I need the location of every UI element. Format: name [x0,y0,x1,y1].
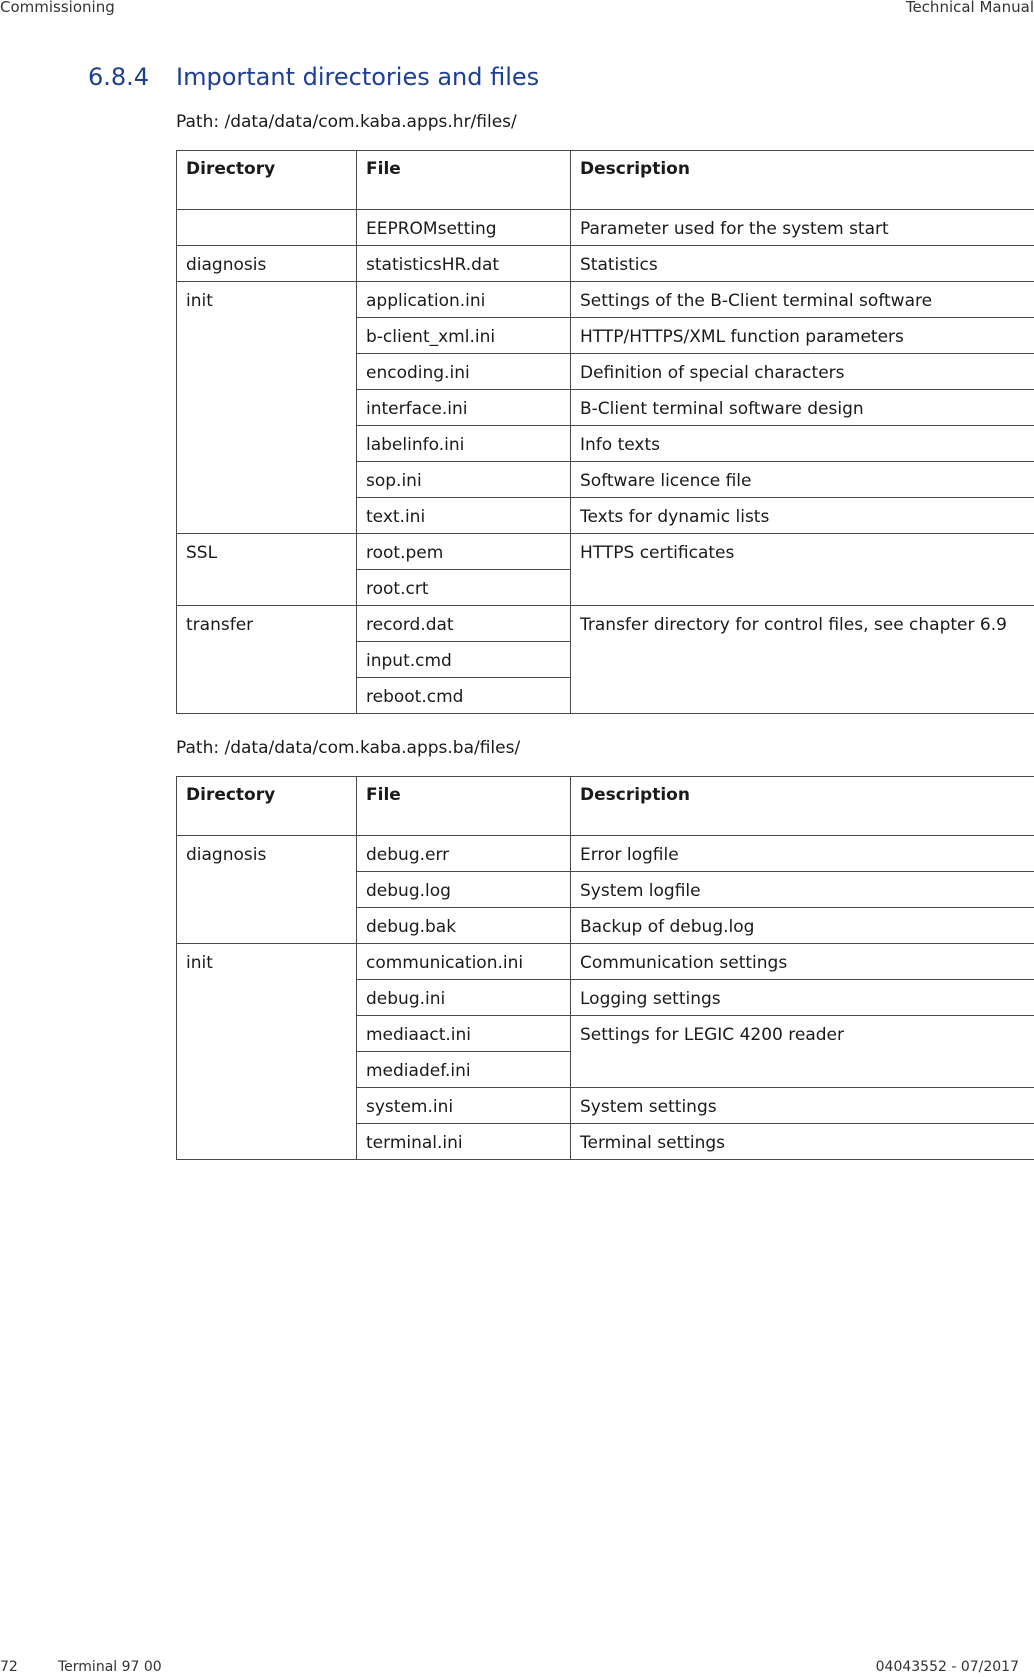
description-cell: B-Client terminal software design [571,390,1034,426]
column-header-description: Description [571,151,1034,210]
file-cell: debug.bak [357,908,571,944]
column-header-directory: Directory [177,151,357,210]
file-cell: communication.ini [357,944,571,980]
directory-cell: init [177,282,357,534]
file-cell: application.ini [357,282,571,318]
file-cell: statisticsHR.dat [357,246,571,282]
description-cell: Communication settings [571,944,1034,980]
table-row [177,246,1034,282]
file-cell: debug.err [357,836,571,872]
file-cell: b-client_xml.ini [357,318,571,354]
section-title: Important directories and files [176,63,540,91]
table-header-row [177,777,1034,836]
column-header-file: File [357,151,571,210]
description-cell: Error logfile [571,836,1034,872]
running-header [0,0,1034,20]
path-label-ba: Path: /data/data/com.kaba.apps.ba/files/ [176,738,521,758]
table-row [177,210,1034,246]
table-row [177,836,1034,872]
footer-doc-reference: 04043552 - 07/2017 [875,1659,1019,1675]
description-cell: Software licence file [571,462,1034,498]
file-cell: interface.ini [357,390,571,426]
directory-cell [177,210,357,246]
file-cell: encoding.ini [357,354,571,390]
description-cell: Settings of the B-Client terminal software [571,282,1034,318]
column-header-directory: Directory [177,777,357,836]
path-label-hr: Path: /data/data/com.kaba.apps.hr/files/ [176,112,517,132]
column-header-file: File [357,777,571,836]
description-cell: HTTP/HTTPS/XML function parameters [571,318,1034,354]
description-cell: System settings [571,1088,1034,1124]
table-header-row [177,151,1034,210]
table-row [177,606,1034,642]
file-cell: root.pem [357,534,571,570]
file-cell: labelinfo.ini [357,426,571,462]
description-cell: Logging settings [571,980,1034,1016]
file-cell: reboot.cmd [357,678,571,714]
description-cell: Info texts [571,426,1034,462]
description-cell: Statistics [571,246,1034,282]
description-cell: Transfer directory for control files, see chapter 6.9 [571,606,1034,714]
directory-cell: init [177,944,357,1160]
description-cell: Settings for LEGIC 4200 reader [571,1016,1034,1088]
page-number: 72 [0,1659,18,1675]
header-doc-type: Technical Manual [905,0,1034,16]
table-row [177,944,1034,980]
directory-cell: transfer [177,606,357,714]
description-cell: Backup of debug.log [571,908,1034,944]
header-chapter: Commissioning [0,0,115,16]
table-row [177,534,1034,570]
directory-cell: diagnosis [177,246,357,282]
description-cell: Parameter used for the system start [571,210,1034,246]
file-cell: EEPROMsetting [357,210,571,246]
description-cell: HTTPS certificates [571,534,1034,606]
description-cell: Terminal settings [571,1124,1034,1160]
file-cell: terminal.ini [357,1124,571,1160]
file-cell: input.cmd [357,642,571,678]
directory-cell: SSL [177,534,357,606]
file-cell: sop.ini [357,462,571,498]
file-cell: system.ini [357,1088,571,1124]
file-cell: debug.log [357,872,571,908]
files-table-hr [176,150,1034,714]
section-heading [88,62,539,92]
table-row [177,282,1034,318]
section-number: 6.8.4 [88,63,150,91]
files-table-ba [176,776,1034,1160]
description-cell: Texts for dynamic lists [571,498,1034,534]
page-footer [0,1659,1034,1677]
file-cell: record.dat [357,606,571,642]
file-cell: root.crt [357,570,571,606]
footer-product: Terminal 97 00 [58,1659,162,1675]
directory-cell: diagnosis [177,836,357,944]
file-cell: text.ini [357,498,571,534]
column-header-description: Description [571,777,1034,836]
file-cell: mediadef.ini [357,1052,571,1088]
description-cell: Definition of special characters [571,354,1034,390]
file-cell: mediaact.ini [357,1016,571,1052]
description-cell: System logfile [571,872,1034,908]
file-cell: debug.ini [357,980,571,1016]
